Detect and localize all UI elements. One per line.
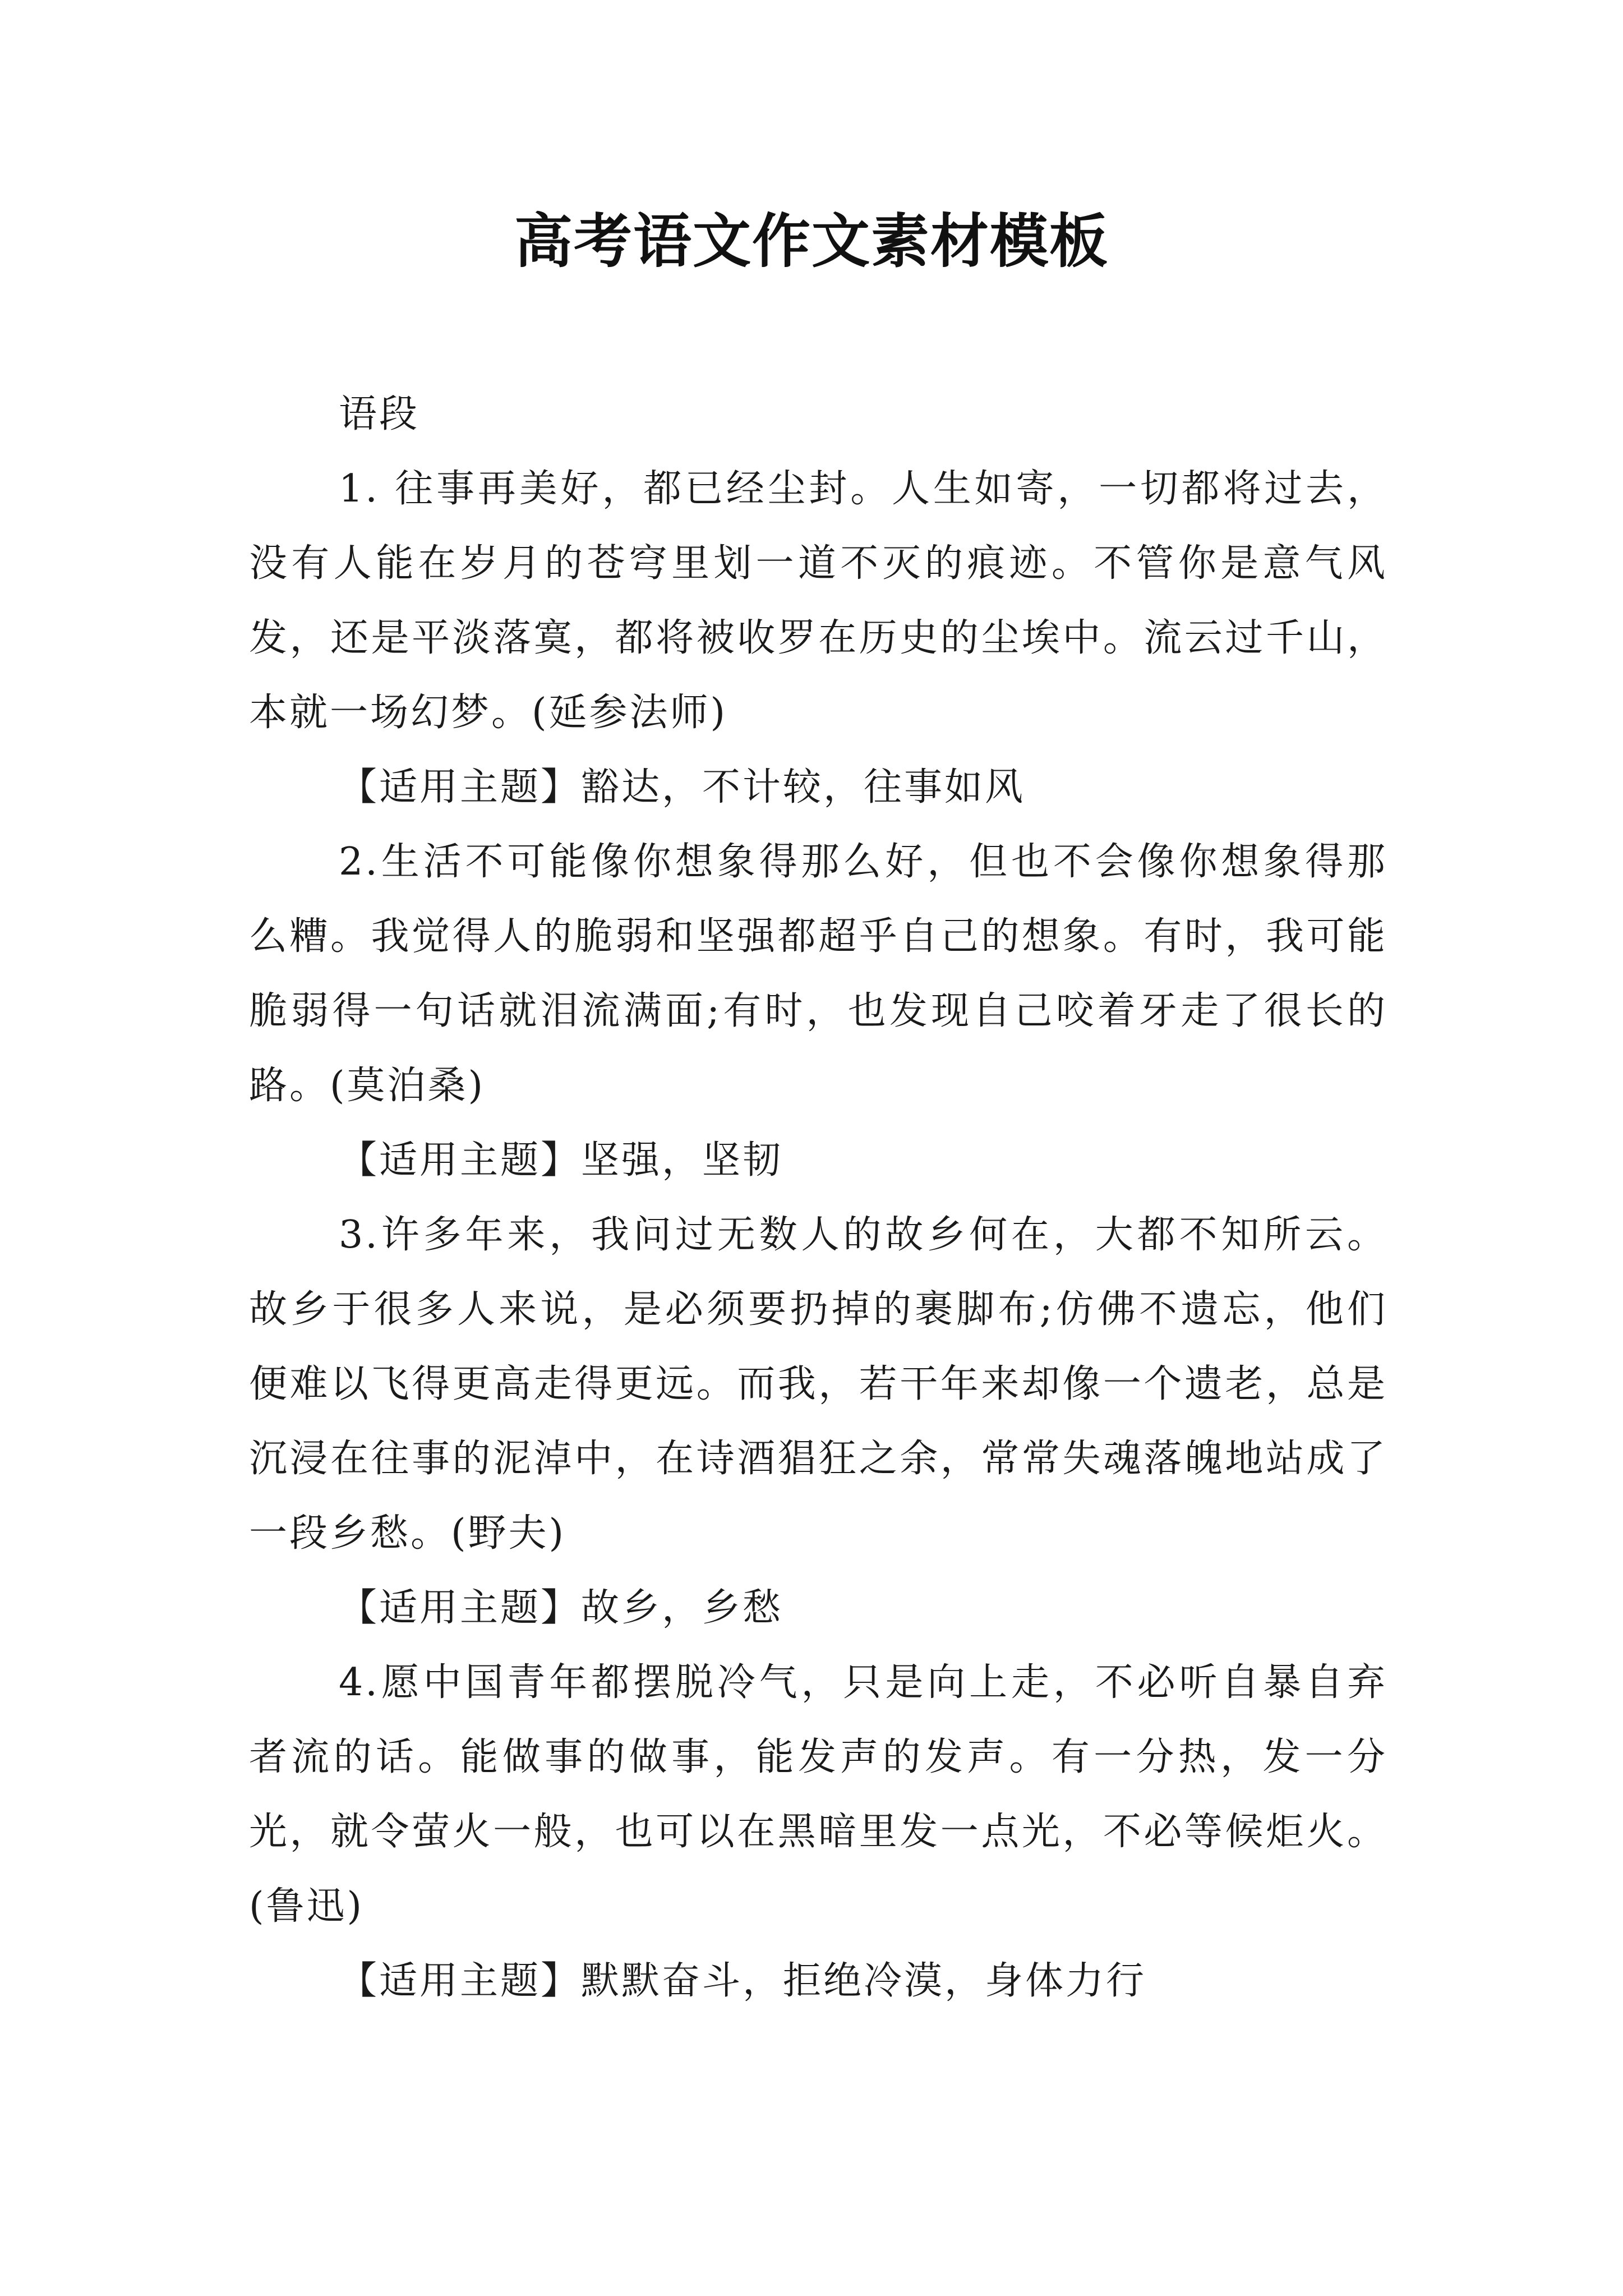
paragraph-quote-3: 3.许多年来，我问过无数人的故乡何在，大都不知所云。故乡于很多人来说，是必须要扔掉的裹脚布;仿佛不遗忘，他们便难以飞得更高走得更远。而我，若干年来却像一个遗老，总是沉浸在往事的泥淖中，在诗酒猖狂之余，常常失魂落魄地站成了一段乡愁。(野夫) [249,1213,1387,1556]
paragraph-theme-2: 【适用主题】坚强，坚韧 [339,1138,783,1182]
paragraph-quote-4: 4.愿中国青年都摆脱冷气，只是向上走，不必听自暴自弃者流的话。能做事的做事，能发声的发声。有一分热，发一分光，就令萤火一般，也可以在黑暗里发一点光，不必等候炬火。(鲁迅) [249,1660,1387,1929]
page-title: 高考语文作文素材模板 [514,206,1109,275]
paragraph-quote-1: 1. 往事再美好，都已经尘封。人生如寄，一切都将过去，没有人能在岁月的苍穹里划一道不灭的痕迹。不管你是意气风发，还是平淡落寞，都将被收罗在历史的尘埃中。流云过千山，本就一场幻梦。(延参法师) [249,467,1387,735]
paragraph-theme-4: 【适用主题】默默奋斗，拒绝冷漠，身体力行 [339,1959,1147,2003]
document-body [249,377,1387,2018]
paragraph-theme-1: 【适用主题】豁达，不计较，往事如风 [339,765,1026,809]
section-heading: 语段 [339,392,420,436]
paragraph-theme-3: 【适用主题】故乡，乡愁 [339,1586,783,1630]
paragraph-quote-2: 2.生活不可能像你想象得那么好，但也不会像你想象得那么糟。我觉得人的脆弱和坚强都超乎自己的想象。有时，我可能脆弱得一句话就泪流满面;有时，也发现自己咬着牙走了很长的路。(莫泊桑) [249,840,1387,1108]
